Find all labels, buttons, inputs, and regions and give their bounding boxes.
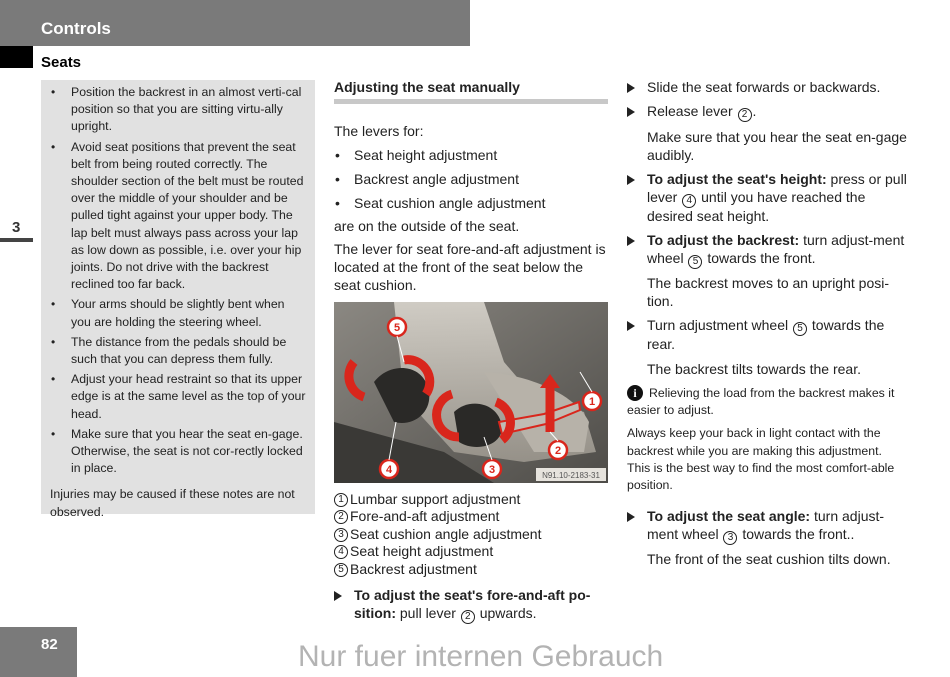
lever-item: • Seat cushion angle adjustment bbox=[334, 195, 608, 213]
info-note bbox=[627, 385, 907, 419]
subsection-title: Seats bbox=[41, 54, 82, 71]
step-text: towards the front. bbox=[703, 249, 816, 266]
triangle-arrow-icon bbox=[627, 512, 635, 522]
page-number-box bbox=[0, 627, 77, 677]
callout-number: 1 bbox=[334, 493, 348, 507]
triangle-arrow-icon bbox=[627, 321, 635, 331]
backrest-tilts-note: The backrest tilts towards the rear. bbox=[647, 360, 861, 377]
callout-number: 3 bbox=[334, 528, 348, 542]
callout-number: 5 bbox=[793, 322, 807, 336]
callout-number: 2 bbox=[334, 510, 348, 524]
levers-list bbox=[334, 147, 608, 213]
legend-item bbox=[334, 543, 608, 561]
warning-item: • Position the backrest in an almost verti-cal position so that you are sitting virtu-ally upright. bbox=[50, 84, 307, 136]
legend-label: Lumbar support adjustment bbox=[350, 490, 521, 507]
step-text: press or pull lever bbox=[647, 170, 907, 205]
callout-1: 1 bbox=[588, 395, 596, 408]
step-angle bbox=[627, 508, 907, 545]
step-text: Release lever bbox=[647, 103, 737, 120]
seat-illustration bbox=[334, 302, 608, 483]
right-column bbox=[627, 79, 907, 569]
warning-note: Injuries may be caused if these notes are not observed. bbox=[50, 487, 295, 519]
step-height bbox=[627, 171, 907, 226]
legend-label: Seat height adjustment bbox=[350, 543, 494, 560]
step-text: pull lever bbox=[396, 605, 460, 622]
callout-legend bbox=[334, 491, 608, 579]
triangle-arrow-icon bbox=[627, 107, 635, 117]
levers-intro: The levers for: bbox=[334, 123, 424, 139]
callout-number: 2 bbox=[461, 610, 475, 624]
step-slide bbox=[627, 79, 907, 97]
warning-list bbox=[50, 84, 307, 477]
info-text: Relieving the load from the backrest makes it easier to adjust. bbox=[627, 385, 895, 418]
callout-4: 4 bbox=[385, 463, 393, 476]
legend-label: Backrest adjustment bbox=[350, 560, 477, 577]
step-fore-aft bbox=[334, 587, 608, 624]
legend-item bbox=[334, 526, 608, 544]
callout-number: 5 bbox=[688, 255, 702, 269]
legend-item bbox=[334, 508, 608, 526]
step-text: . bbox=[752, 103, 757, 120]
step-text: towards the rear. bbox=[647, 317, 885, 353]
chapter-number: 3 bbox=[12, 219, 21, 236]
info-icon: i bbox=[627, 385, 643, 401]
step-title: To adjust the seat's height: bbox=[647, 170, 827, 187]
callout-number: 4 bbox=[682, 194, 696, 208]
lever-item: • Backrest angle adjustment bbox=[334, 171, 608, 189]
section-heading: Adjusting the seat manually bbox=[334, 79, 608, 104]
warning-item: • Make sure that you hear the seat en-gage. Otherwise, the seat is not cor-rectly locked in place. bbox=[50, 426, 307, 478]
step-release bbox=[627, 103, 907, 122]
watermark: Nur fuer internen Gebrauch bbox=[298, 640, 664, 673]
callout-2: 2 bbox=[554, 444, 562, 457]
callout-number: 2 bbox=[738, 108, 752, 122]
section-title: Controls bbox=[41, 19, 111, 38]
step-text: until you have reached the desired seat height. bbox=[647, 188, 866, 224]
step-text: turn adjust-ment wheel bbox=[647, 231, 905, 266]
backrest-upright-note: The backrest moves to an upright posi-tion. bbox=[647, 275, 890, 310]
callout-3: 3 bbox=[488, 463, 496, 476]
lever-item: • Seat height adjustment bbox=[334, 147, 608, 165]
light-contact-note: Always keep your back in light contact with the backrest while you are making this adjustment. This is the best way to find the most comfort-able position. bbox=[627, 426, 895, 492]
legend-label: Seat cushion angle adjustment bbox=[350, 525, 542, 542]
step-title: To adjust the seat's fore-and-aft po-sition: bbox=[354, 587, 591, 622]
legend-item bbox=[334, 491, 608, 509]
seat-photo bbox=[334, 302, 608, 483]
step-text: upwards. bbox=[475, 605, 537, 622]
image-code: N91.10-2183-31 bbox=[542, 470, 600, 480]
callout-number: 5 bbox=[334, 563, 348, 577]
warning-item: • The distance from the pedals should be such that you can depress them fully. bbox=[50, 334, 307, 368]
step-text: Slide the seat forwards or backwards. bbox=[647, 79, 881, 95]
cushion-tilts-note: The front of the seat cushion tilts down. bbox=[647, 551, 891, 568]
legend-label: Fore-and-aft adjustment bbox=[350, 508, 500, 525]
step-text: towards the front.. bbox=[738, 525, 855, 542]
legend-item bbox=[334, 561, 608, 579]
warning-item: • Adjust your head restraint so that its upper edge is at the same level as the top of your head. bbox=[50, 371, 307, 423]
warning-item: • Your arms should be slightly bent when you are holding the steering wheel. bbox=[50, 296, 307, 330]
warning-item: • Avoid seat positions that prevent the seat belt from being routed correctly. The shoulder section of the belt must be routed over the middle of your shoulder and be pulled tight against your upper body. The lap belt must always pass across your lap as low down as possible, i.e. over your hip joints. Do not drive with the backrest reclined too far back. bbox=[50, 139, 307, 294]
step-title: To adjust the seat angle: bbox=[647, 508, 811, 525]
step-text: turn adjust-ment wheel bbox=[647, 508, 885, 542]
step-title: To adjust the backrest: bbox=[647, 231, 800, 248]
triangle-arrow-icon bbox=[334, 591, 342, 601]
step-backrest bbox=[627, 232, 907, 269]
fore-aft-location: The lever for seat fore-and-aft adjustment is located at the front of the seat below the seat cushion. bbox=[334, 241, 606, 294]
step-wheel-rear bbox=[627, 317, 907, 354]
levers-location: are on the outside of the seat. bbox=[334, 217, 520, 234]
callout-5: 5 bbox=[393, 321, 401, 334]
engage-note: Make sure that you hear the seat en-gage audibly. bbox=[647, 128, 907, 163]
subsection-marker bbox=[0, 46, 33, 68]
middle-column bbox=[334, 79, 608, 624]
triangle-arrow-icon bbox=[627, 236, 635, 246]
page-number: 82 bbox=[41, 636, 58, 653]
triangle-arrow-icon bbox=[627, 83, 635, 93]
triangle-arrow-icon bbox=[627, 175, 635, 185]
callout-number: 4 bbox=[334, 545, 348, 559]
callout-number: 3 bbox=[723, 531, 737, 545]
warning-box bbox=[41, 80, 315, 519]
step-text: Turn adjustment wheel bbox=[647, 317, 792, 334]
